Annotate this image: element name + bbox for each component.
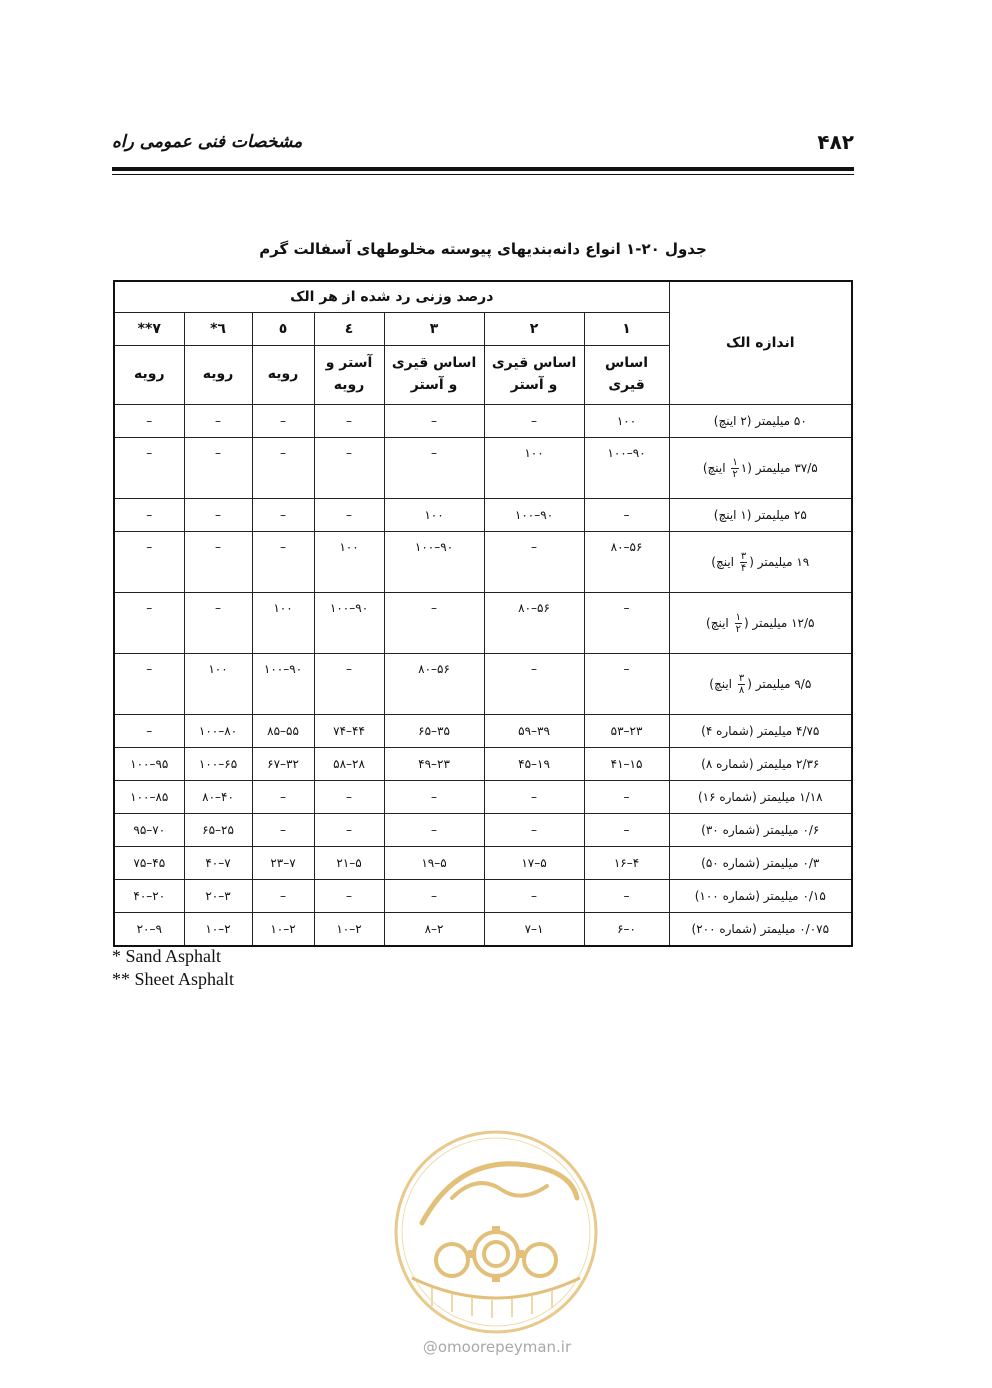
percent-passing-cell: – (314, 499, 384, 532)
percent-passing-cell: – (252, 880, 314, 913)
column-type-7 (114, 346, 184, 405)
column-type-line: رویه (202, 366, 234, 383)
percent-passing-cell: – (252, 781, 314, 814)
percent-passing-cell: ۱–۷ (484, 913, 584, 947)
percent-passing-cell: – (484, 880, 584, 913)
percent-passing-cell: – (384, 880, 484, 913)
column-number-7: ٧** (114, 313, 184, 346)
column-type-line: قیری (608, 377, 645, 393)
percent-passing-cell: – (114, 499, 184, 532)
percent-passing-cell: ۳۵–۶۵ (384, 715, 484, 748)
percent-passing-cell: ۵۵–۸۵ (252, 715, 314, 748)
header-rule-thin (112, 174, 854, 175)
inch-fraction (738, 673, 745, 696)
percent-passing-cell: – (484, 814, 584, 847)
sieve-size-cell: ۰/۱۵ میلیمتر (شماره ۱۰۰) (669, 880, 852, 913)
column-type-line: اساس (604, 355, 649, 372)
column-type-3 (384, 346, 484, 405)
fraction-numerator: ۳ (740, 550, 747, 562)
percent-passing-cell: ۴–۱۶ (584, 847, 669, 880)
fraction-denominator: ۴ (740, 562, 747, 574)
column-type-6 (184, 346, 252, 405)
percent-passing-cell: ۱۰۰ (384, 499, 484, 532)
percent-passing-cell: – (384, 593, 484, 654)
inch-fraction (731, 457, 738, 480)
column-type-line: رویه (267, 366, 299, 383)
column-type-line: رویه (333, 377, 365, 393)
percent-passing-cell: – (252, 438, 314, 499)
percent-passing-cell: ۱۰۰ (584, 405, 669, 438)
percent-passing-cell: ۸۵–۱۰۰ (114, 781, 184, 814)
fraction-numerator: ۱ (735, 611, 741, 623)
column-type-4 (314, 346, 384, 405)
percent-passing-cell: ۹۰–۱۰۰ (384, 532, 484, 593)
percent-passing-cell: ۴۴–۷۴ (314, 715, 384, 748)
sieve-label-pre: ۳۷/۵ میلیمتر ( (747, 460, 818, 475)
column-number-5: ٥ (252, 313, 314, 346)
column-type-line: و آستر (510, 377, 558, 393)
percent-passing-cell: ۲۸–۵۸ (314, 748, 384, 781)
percent-passing-cell: ۲۳–۴۹ (384, 748, 484, 781)
table-row (114, 913, 852, 947)
percent-passing-cell: – (252, 532, 314, 593)
percent-passing-cell: ۱۰۰ (314, 532, 384, 593)
percent-passing-cell: ۹۰–۱۰۰ (314, 593, 384, 654)
sieve-label-pre: ۹/۵ میلیمتر ( (747, 676, 812, 691)
table-caption: جدول ۲۰-۱ انواع دانه‌بندیهای پیوسته مخلوطهای آسفالت گرم (259, 240, 707, 258)
running-title: مشخصات فنی عمومی راه (112, 132, 303, 152)
percent-passing-cell: ۲–۱۰ (314, 913, 384, 947)
percent-passing-cell: – (114, 532, 184, 593)
percent-passing-cell: ۲۵–۶۵ (184, 814, 252, 847)
percent-passing-cell: – (252, 499, 314, 532)
percent-passing-cell: ۹۵–۱۰۰ (114, 748, 184, 781)
percent-passing-cell: ۳۹–۵۹ (484, 715, 584, 748)
percent-passing-cell: ۱۹–۴۵ (484, 748, 584, 781)
percent-passing-header: درصد وزنی رد شده از هر الک (114, 281, 669, 313)
fraction-denominator: ۲ (732, 468, 738, 480)
fraction-numerator: ۳ (738, 672, 745, 684)
table-row (114, 880, 852, 913)
percent-passing-cell: ۹۰–۱۰۰ (484, 499, 584, 532)
table-row (114, 715, 852, 748)
percent-passing-cell: ۲–۸ (384, 913, 484, 947)
sieve-size-cell: ۰/۳ میلیمتر (شماره ۵۰) (669, 847, 852, 880)
inch-fraction (740, 551, 747, 574)
percent-passing-cell: – (114, 593, 184, 654)
percent-passing-cell: ۳–۲۰ (184, 880, 252, 913)
column-number-4: ٤ (314, 313, 384, 346)
percent-passing-cell: ۵۶–۸۰ (384, 654, 484, 715)
percent-passing-cell: – (252, 405, 314, 438)
page-header (112, 128, 854, 178)
percent-passing-cell: – (584, 814, 669, 847)
fraction-whole: ۱ (740, 460, 748, 475)
sieve-size-cell (669, 593, 852, 654)
percent-passing-cell: ۵–۱۹ (384, 847, 484, 880)
percent-passing-cell: ۲–۱۰ (252, 913, 314, 947)
percent-passing-cell: ۹–۲۰ (114, 913, 184, 947)
footnotes (112, 945, 234, 991)
sieve-size-cell: ۰/۰۷۵ میلیمتر (شماره ۲۰۰) (669, 913, 852, 947)
sieve-size-cell (669, 438, 852, 499)
percent-passing-cell: – (584, 593, 669, 654)
percent-passing-cell: ۴۰–۸۰ (184, 781, 252, 814)
sieve-size-cell: ۲۵ میلیمتر (۱ اینچ) (669, 499, 852, 532)
footnote-sheet-asphalt: ** Sheet Asphalt (112, 969, 234, 989)
percent-passing-cell: – (114, 654, 184, 715)
percent-passing-cell: ۱۰۰ (252, 593, 314, 654)
percent-passing-cell: ۵۶–۸۰ (584, 532, 669, 593)
percent-passing-cell: ۱۰۰ (484, 438, 584, 499)
percent-passing-cell: – (384, 781, 484, 814)
column-type-2 (484, 346, 584, 405)
sieve-label-post: اینچ) (702, 460, 730, 475)
table-row (114, 438, 852, 499)
percent-passing-cell: – (184, 405, 252, 438)
percent-passing-cell: – (114, 438, 184, 499)
percent-passing-cell: ۷–۴۰ (184, 847, 252, 880)
column-number-6: ٦* (184, 313, 252, 346)
sieve-size-header: اندازه الک (669, 281, 852, 405)
percent-passing-cell: ۵۶–۸۰ (484, 593, 584, 654)
percent-passing-cell: ۹۰–۱۰۰ (584, 438, 669, 499)
table-row (114, 781, 852, 814)
percent-passing-cell: – (484, 405, 584, 438)
percent-passing-cell: – (584, 499, 669, 532)
sieve-size-cell (669, 532, 852, 593)
column-number-2: ۲ (484, 313, 584, 346)
percent-passing-cell: – (314, 781, 384, 814)
percent-passing-cell: – (314, 438, 384, 499)
sieve-label-pre: ۱۹ میلیمتر ( (749, 554, 810, 569)
percent-passing-cell: ۸۰–۱۰۰ (184, 715, 252, 748)
column-type-line: و آستر (410, 377, 458, 393)
percent-passing-cell: ۰–۶ (584, 913, 669, 947)
table-row (114, 405, 852, 438)
percent-passing-cell: – (184, 438, 252, 499)
percent-passing-cell: – (384, 405, 484, 438)
sieve-size-cell: ۱/۱۸ میلیمتر (شماره ۱۶) (669, 781, 852, 814)
percent-passing-cell: – (252, 814, 314, 847)
table-row (114, 532, 852, 593)
percent-passing-cell: – (484, 532, 584, 593)
sieve-label-post: اینچ) (709, 676, 736, 691)
sieve-size-cell: ۴/۷۵ میلیمتر (شماره ۴) (669, 715, 852, 748)
percent-passing-cell: ۵–۲۱ (314, 847, 384, 880)
sieve-label-pre: ۱۲/۵ میلیمتر ( (743, 615, 815, 630)
percent-passing-cell: – (314, 405, 384, 438)
percent-passing-cell: – (314, 654, 384, 715)
percent-passing-cell: ۹۰–۱۰۰ (252, 654, 314, 715)
sieve-label-post: اینچ) (706, 615, 733, 630)
sieve-size-cell (669, 654, 852, 715)
sieve-size-cell: ۰/۶ میلیمتر (شماره ۳۰) (669, 814, 852, 847)
percent-passing-cell: – (314, 880, 384, 913)
percent-passing-cell: – (384, 438, 484, 499)
watermark-url: @omoorepeyman.ir (422, 1338, 572, 1356)
percent-passing-cell: – (484, 781, 584, 814)
sieve-size-cell: ۵۰ میلیمتر (۲ اینچ) (669, 405, 852, 438)
percent-passing-cell: ۱۵–۴۱ (584, 748, 669, 781)
table-row (114, 748, 852, 781)
percent-passing-cell: ۲۰–۴۰ (114, 880, 184, 913)
percent-passing-cell: ۳۲–۶۷ (252, 748, 314, 781)
table-row (114, 814, 852, 847)
percent-passing-cell: ۷۰–۹۵ (114, 814, 184, 847)
table-row (114, 654, 852, 715)
column-number-3: ۳ (384, 313, 484, 346)
sieve-label-post: اینچ) (711, 554, 738, 569)
sieve-size-cell: ۲/۳۶ میلیمتر (شماره ۸) (669, 748, 852, 781)
column-type-line: رویه (134, 366, 165, 383)
fraction-denominator: ۲ (735, 623, 741, 635)
column-number-1: ۱ (584, 313, 669, 346)
table-row (114, 593, 852, 654)
percent-passing-cell: ۴۵–۷۵ (114, 847, 184, 880)
percent-passing-cell: – (184, 499, 252, 532)
omoor-peyman-seal-logo (392, 1128, 600, 1336)
percent-passing-cell: – (184, 532, 252, 593)
percent-passing-cell: – (584, 654, 669, 715)
percent-passing-cell: – (114, 405, 184, 438)
percent-passing-cell: ۱۰۰ (184, 654, 252, 715)
percent-passing-cell: ۲۳–۵۳ (584, 715, 669, 748)
table-row (114, 499, 852, 532)
footnote-sand-asphalt: * Sand Asphalt (112, 946, 222, 966)
column-type-line: آستر و (325, 355, 373, 372)
column-type-line: اساس قیری (391, 355, 477, 372)
percent-passing-cell: – (484, 654, 584, 715)
header-rule-thick (112, 167, 854, 171)
column-type-5 (252, 346, 314, 405)
percent-passing-cell: – (384, 814, 484, 847)
percent-passing-cell: ۲–۱۰ (184, 913, 252, 947)
gradation-table (113, 280, 853, 947)
fraction-denominator: ۸ (738, 684, 745, 696)
inch-fraction (735, 612, 742, 635)
column-type-line: اساس قیری (491, 355, 577, 372)
percent-passing-cell: – (114, 715, 184, 748)
percent-passing-cell: – (584, 880, 669, 913)
fraction-numerator: ۱ (732, 456, 738, 468)
percent-passing-cell: ۵–۱۷ (484, 847, 584, 880)
percent-passing-cell: – (314, 814, 384, 847)
percent-passing-cell: ۷–۲۳ (252, 847, 314, 880)
table-row (114, 847, 852, 880)
percent-passing-cell: ۶۵–۱۰۰ (184, 748, 252, 781)
page-number: ۴۸۲ (817, 130, 854, 154)
percent-passing-cell: – (584, 781, 669, 814)
percent-passing-cell: – (184, 593, 252, 654)
column-type-1 (584, 346, 669, 405)
